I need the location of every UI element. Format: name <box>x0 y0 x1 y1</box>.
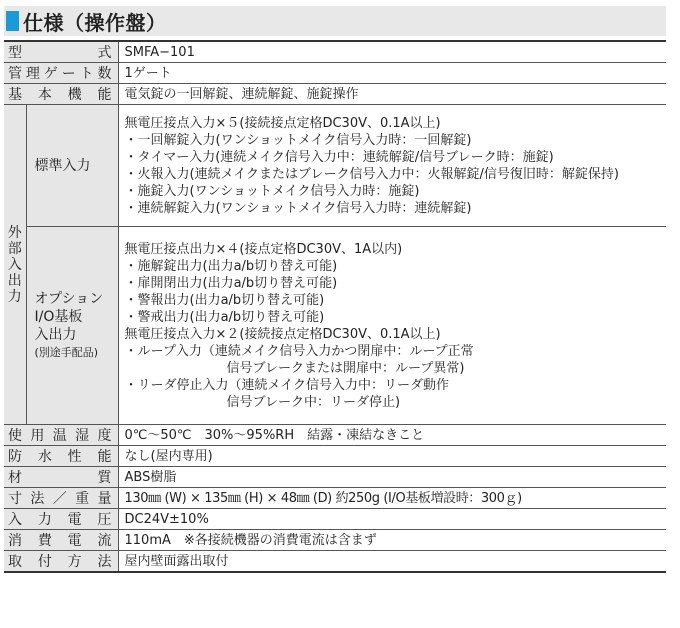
row-current <box>4 530 666 551</box>
row-temp <box>4 425 666 446</box>
label-temp: 使用温湿度 <box>4 425 118 446</box>
label-mount: 取付方法 <box>4 551 118 573</box>
value-basic: 電気錠の一回解錠、連続解錠、施錠操作 <box>118 84 666 105</box>
section-title-bar <box>4 6 666 36</box>
row-standard-input <box>4 105 666 227</box>
value-material: ABS樹脂 <box>118 467 666 488</box>
row-model <box>4 41 666 63</box>
row-option-io <box>4 227 666 425</box>
label-size: 寸法／重量 <box>4 488 118 509</box>
value-temp: 0℃〜50℃ 30%〜95%RH 結露・凍結なきこと <box>118 425 666 446</box>
value-current: 110mA ※各接続機器の消費電流は含まず <box>118 530 666 551</box>
label-model: 型式 <box>4 41 118 63</box>
section-title: 仕様（操作盤） <box>23 10 167 35</box>
value-option-io: 無電圧接点出力×４(接点定格DC30V、1A以内) ・施解錠出力(出力a/b切り替え可能) ・扉開閉出力(出力a/b切り替え可能) ・警報出力(出力a/b切り替え可能) ・警戒出力(出力a/b切り替え可能) 無電圧接点入力×２(接続接点定格DC30V、0.1A以上) ・ループ入力（連続メイク信号入力かつ閉扉中：ループ正常 信号ブレークまたは開扉中：ループ異常) ・リーダ停止入力（連続メイク信号入力中：リーダ動作 信号ブレーク中：リーダ停止) <box>118 227 666 425</box>
value-power: DC24V±10% <box>118 509 666 530</box>
label-water: 防水性能 <box>4 446 118 467</box>
spec-table <box>4 40 666 573</box>
label-standard-input: 標準入力 <box>26 105 118 227</box>
row-gates <box>4 63 666 84</box>
value-mount: 屋内壁面露出取付 <box>118 551 666 573</box>
row-basic <box>4 84 666 105</box>
label-basic: 基本機能 <box>4 84 118 105</box>
title-square-icon <box>6 11 19 31</box>
value-size: 130㎜ (W) × 135㎜ (H) × 48㎜ (D) 約250g (I/O基板増設時：300ｇ) <box>118 488 666 509</box>
value-standard-input: 無電圧接点入力×５(接続接点定格DC30V、0.1A以上) ・一回解錠入力(ワンショットメイク信号入力時：一回解錠) ・タイマー入力(連続メイク信号入力中：連続解錠/信号ブレーク時：施錠) ・火報入力(連続メイクまたはブレーク信号入力中：火報解錠/信号復旧時：解錠保持) ・施錠入力(ワンショットメイク信号入力時：施錠) ・連続解錠入力(ワンショットメイク信号入力時：連続解錠) <box>118 105 666 227</box>
label-material: 材質 <box>4 467 118 488</box>
label-option-io: オプション I/O基板 入出力 (別途手配品) <box>26 227 118 425</box>
row-water <box>4 446 666 467</box>
label-gates: 管理ゲート数 <box>4 63 118 84</box>
value-model: SMFA−101 <box>118 41 666 63</box>
label-current: 消費電流 <box>4 530 118 551</box>
row-power <box>4 509 666 530</box>
label-external-io <box>4 105 26 425</box>
row-size <box>4 488 666 509</box>
label-power: 入力電圧 <box>4 509 118 530</box>
value-water: なし(屋内専用) <box>118 446 666 467</box>
external-io-label: 外 部 入 出 力 <box>7 224 22 305</box>
row-mount <box>4 551 666 573</box>
value-gates: 1ゲート <box>118 63 666 84</box>
row-material <box>4 467 666 488</box>
